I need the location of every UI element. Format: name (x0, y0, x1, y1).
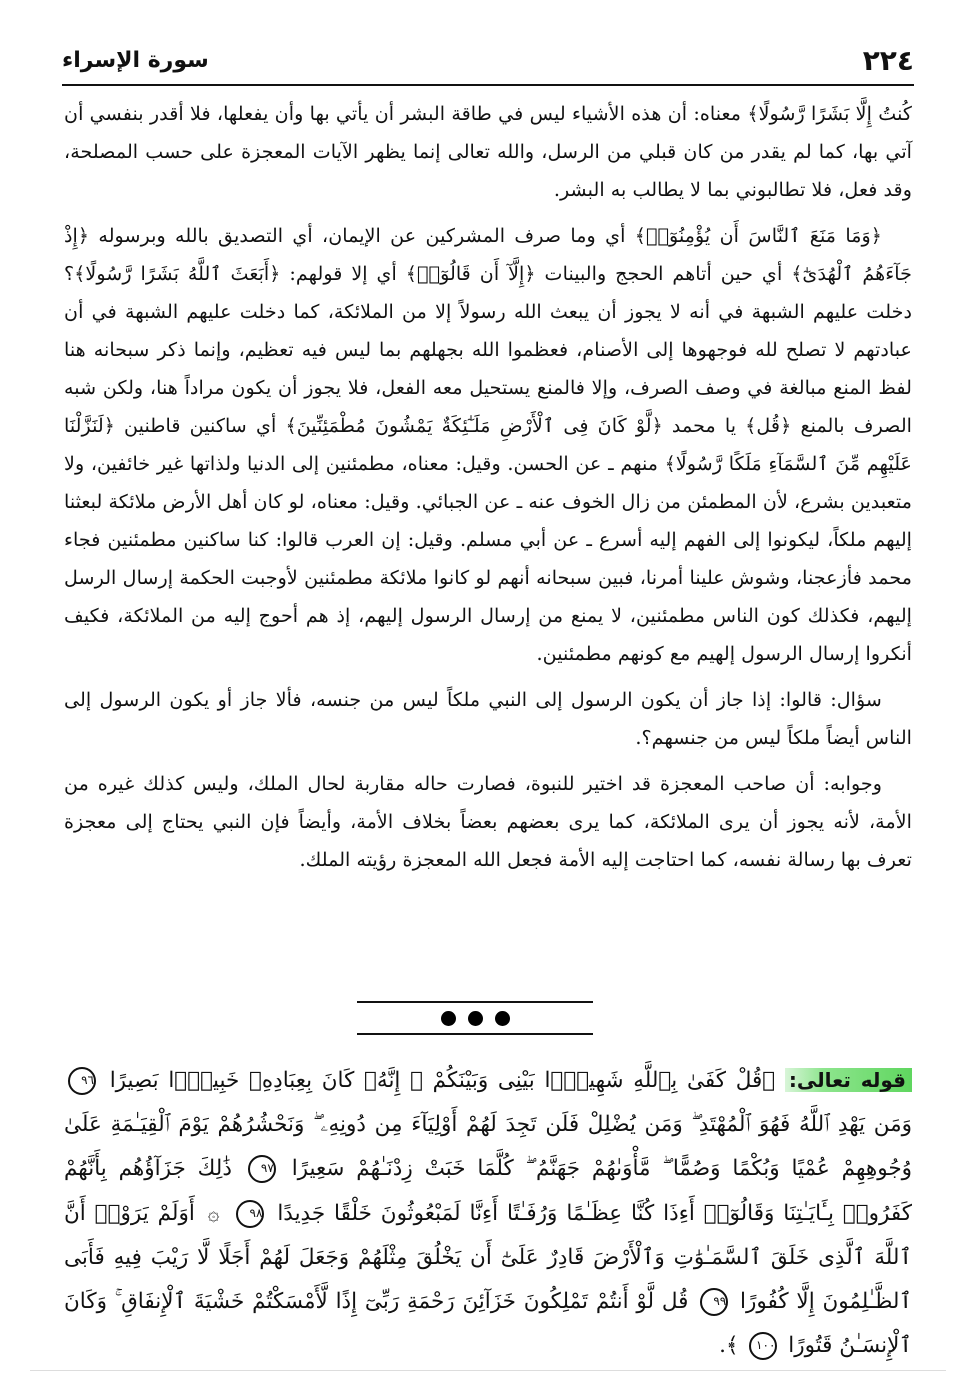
ayah-number-marker-icon: ٩٧ (248, 1155, 276, 1183)
section-separator (357, 999, 593, 1037)
page-header (62, 40, 914, 86)
dot-icon (495, 1011, 510, 1026)
ayah-number-marker-icon: ١٠٠ (749, 1332, 777, 1360)
verse-closing: ﴾. (719, 1333, 739, 1358)
verse-segment: ﴿قُلْ كَفَىٰ بِٱللَّهِ شَهِيدًۢا بَيْنِى وَبَيْنَكُمْ ۚ إِنَّهُۥ كَانَ بِعِبَادِهِۦ خَبِيرًۢا بَصِيرًا (109, 1068, 776, 1093)
verse-segment: ذَٰلِكَ جَزَآؤُهُم بِأَنَّهُمْ كَفَرُوا۟ بِـَٔايَـٰتِنَا وَقَالُوٓا۟ أَءِذَا كُنَّا عِظَـٰمًا وَرُفَـٰتًا أَءِنَّا لَمَبْعُوثُونَ خَلْقًا جَدِيدًا (64, 1156, 912, 1226)
commentary-text (64, 95, 912, 887)
separator-line-bottom (357, 1033, 593, 1035)
verse-segment: أَوَلَمْ يَرَوْا۟ أَنَّ ٱللَّهَ ٱلَّذِى خَلَقَ ٱلسَّمَـٰوَٰتِ وَٱلْأَرْضَ قَادِرٌ عَلَىٰٓ أَن يَخْلُقَ مِثْلَهُمْ وَجَعَلَ لَهُمْ أَجَلًا لَّا رَيْبَ فِيهِ فَأَبَى ٱلظَّـٰلِمُونَ إِلَّا كُفُورًا (64, 1201, 912, 1314)
ayah-number-marker-icon: ٩٨ (236, 1200, 264, 1228)
dot-icon (441, 1011, 456, 1026)
verse-label: قوله تعالى: (785, 1068, 912, 1092)
paragraph-question: سؤال: قالوا: إذا جاز أن يكون الرسول إلى النبي ملكاً ليس من جنسه، فألا جاز أو يكون الرسول إلى الناس أيضاً ملكاً ليس من جنسهم؟. (64, 688, 912, 749)
surah-name: سورة الإسراء (62, 48, 209, 73)
dot-icon (468, 1011, 483, 1026)
rub-el-hizb-icon: ۞ (207, 1201, 220, 1225)
quran-verses (64, 1058, 912, 1368)
separator-line-top (357, 1001, 593, 1003)
footer-rule (30, 1370, 946, 1371)
verse-segment: وَمَن يَهْدِ ٱللَّهُ فَهُوَ ٱلْمُهْتَدِ ۖ وَمَن يُضْلِلْ فَلَن تَجِدَ لَهُمْ أَوْلِيَآءَ مِن دُونِهِۦ ۖ وَنَحْشُرُهُمْ يَوْمَ ٱلْقِيَـٰمَةِ عَلَىٰ وُجُوهِهِمْ عُمْيًا وَبُكْمًا وَصُمًّا ۖ مَّأْوَىٰهُمْ جَهَنَّمُ ۖ كُلَّمَا خَبَتْ زِدْنَـٰهُمْ سَعِيرًا (64, 1112, 912, 1181)
page-number: ٢٢٤ (862, 44, 914, 77)
verse-segment: قُل لَّوْ أَنتُمْ تَمْلِكُونَ خَزَآئِنَ رَحْمَةِ رَبِّىٓ إِذًا لَّأَمْسَكْتُمْ خَشْيَةَ ٱلْإِنفَاقِ ۚ وَكَانَ ٱلْإِنسَـٰنُ قَتُورًا (64, 1289, 912, 1358)
paragraph-answer: وجوابه: أن صاحب المعجزة قد اختير للنبوة، فصارت حاله مقاربة لحال الملك، وليس كذلك غيره من الأمة، لأنه يجوز أن يرى الملائكة، كما يرى بعضهم بعضاً بخلاف الأمة، وأيضاً فإن النبي يحتاج إلى معجزة تعرف بها رسالة نفسه، كما احتاجت إليه الأمة فجعل الله المعجزة رؤيته الملك. (64, 772, 912, 871)
ayah-number-marker-icon: ٩٦ (68, 1067, 96, 1095)
separator-dots (357, 1011, 593, 1030)
paragraph-tafsir: ﴿وَمَا مَنَعَ ٱلنَّاسَ أَن يُؤْمِنُوٓا۟﴾ أي وما صرف المشركين عن الإيمان، أي التصديق بالله وبرسوله ﴿إِذْ جَآءَهُمُ ٱلْهُدَىٰٓ﴾ أي حين أتاهم الحجج والبينات ﴿إِلَّآ أَن قَالُوٓا۟﴾ أي إلا قولهم: ﴿أَبَعَثَ ٱللَّهُ بَشَرًا رَّسُولًا﴾؟ دخلت عليهم الشبهة في أنه لا يجوز أن يبعث الله رسولاً إلا من الملائكة، كما دخلت عليهم الشبهة في أن عبادتهم لا تصلح لله فوجهوها إلى الأصنام، فعظموا الله بجهلهم بما ليس فيه تعظيم، وإنما ذكر سبحانه هنا لفظ المنع مبالغة في وصف الصرف، وإلا فالمنع يستحيل معه الفعل، فلا يجوز أن يكون مراداً هنا، ولكن شبه الصرف بالمنع ﴿قُل﴾ يا محمد ﴿لَّوْ كَانَ فِى ٱلْأَرْضِ مَلَـٰٓئِكَةٌ يَمْشُونَ مُطْمَئِنِّينَ﴾ أي ساكنين قاطنين ﴿لَنَزَّلْنَا عَلَيْهِم مِّنَ ٱلسَّمَآءِ مَلَكًا رَّسُولًا﴾ منهم ـ عن الحسن. وقيل: معناه، مطمئنين إلى الدنيا ولذاتها غير خائفين، ولا متعبدين بشرع، لأن المطمئن من زال الخوف عنه ـ عن الجبائي. وقيل: معناه، لو كان أهل الأرض ملائكة لبعثنا إليهم ملكاً، ليكونوا إلى الفهم إليه أسرع ـ عن أبي مسلم. وقيل: إن العرب قالوا: كنا ساكنين مطمئنين فجاء محمد فأزعجنا، وشوش علينا أمرنا، فبين سبحانه أنهم لو كانوا ملائكة مطمئنين لأوجبت الحكمة إرسال الرسل إليهم، فكذلك كون الناس مطمئنين، لا يمنع من إرسال الرسول إليهم، إذ هم أحوج إليه من الملائكة، فكيف أنكروا إرسال الرسول إلهيم مع كونهم مطمئنين. (64, 224, 912, 665)
paragraph-continuation: كُنتُ إِلَّا بَشَرًا رَّسُولًا﴾ معناه: أن هذه الأشياء ليس في طاقة البشر أن يأتي بها وأن يفعلها، فلا أقدر بنفسي أن آتي بها، كما لم يقدر من كان قبلي من الرسل، والله تعالى إنما يظهر الآيات المعجزة على حسب المصلحة، وقد فعل، فلا تطالبوني بما لا يطالب به البشر. (64, 102, 912, 201)
ayah-number-marker-icon: ٩٩ (700, 1288, 728, 1316)
